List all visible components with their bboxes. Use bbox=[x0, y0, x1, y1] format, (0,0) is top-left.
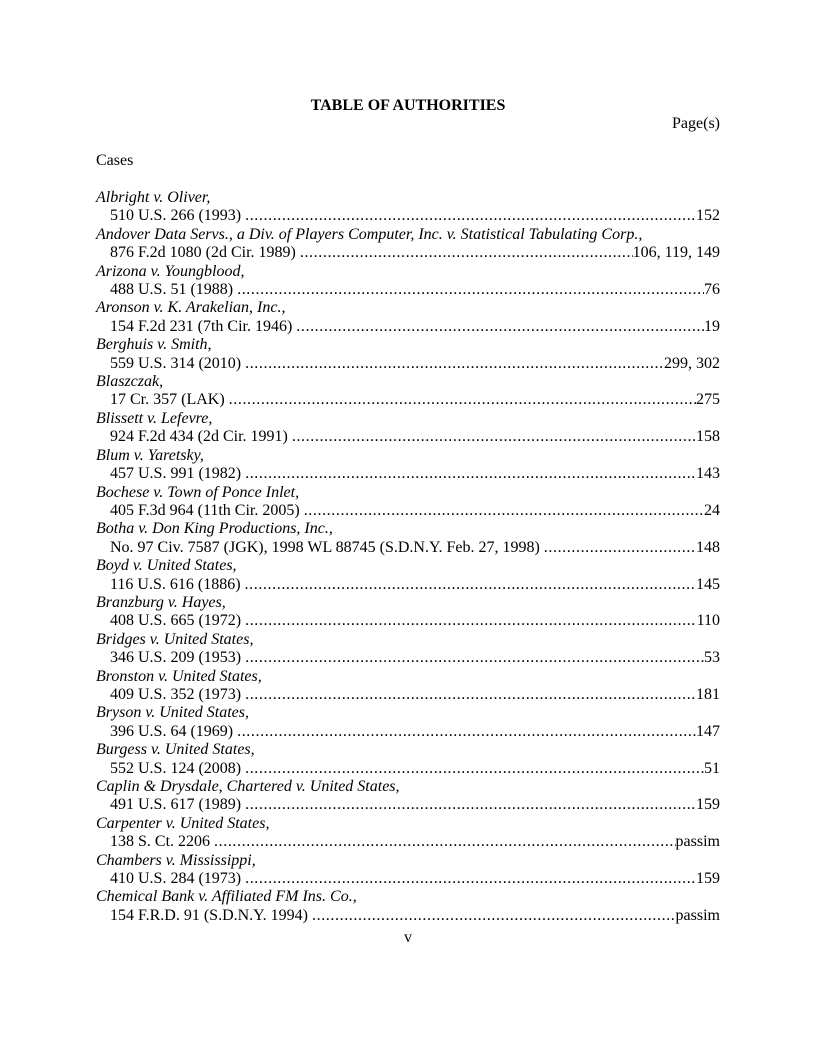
table-of-authorities-entry bbox=[96, 852, 720, 889]
dot-leader bbox=[241, 207, 696, 225]
case-citation: 457 U.S. 991 (1982) bbox=[110, 465, 242, 483]
dot-leader bbox=[540, 539, 696, 557]
case-citation: 491 U.S. 617 (1989) bbox=[110, 796, 242, 814]
case-name: Branzburg v. Hayes, bbox=[96, 593, 226, 611]
page-reference: 275 bbox=[696, 391, 720, 409]
citation-line bbox=[96, 355, 720, 373]
case-name: Aronson v. K. Arakelian, Inc., bbox=[96, 299, 286, 317]
case-citation: 408 U.S. 665 (1972) bbox=[110, 612, 242, 630]
citation-line bbox=[96, 207, 720, 225]
dot-leader bbox=[241, 465, 696, 483]
case-citation: 116 U.S. 616 (1886) bbox=[110, 575, 241, 593]
citation-line bbox=[96, 281, 720, 299]
dot-leader bbox=[210, 833, 676, 851]
table-of-authorities-entry bbox=[96, 336, 720, 373]
citation-line bbox=[96, 723, 720, 741]
page-reference: 51 bbox=[704, 759, 720, 777]
dot-leader bbox=[296, 244, 633, 262]
table-of-authorities-entry bbox=[96, 741, 720, 778]
table-of-authorities-entry bbox=[96, 668, 720, 705]
case-citation: No. 97 Civ. 7587 (JGK), 1998 WL 88745 (S.D.N.Y. Feb. 27, 1998) bbox=[110, 538, 540, 556]
case-citation: 552 U.S. 124 (2008) bbox=[110, 759, 242, 777]
table-of-authorities-entry bbox=[96, 631, 720, 668]
page-reference: passim bbox=[675, 833, 720, 851]
case-citation: 154 F.2d 231 (7th Cir. 1946) bbox=[110, 317, 293, 335]
page-reference: 53 bbox=[704, 649, 720, 667]
table-of-authorities-entry bbox=[96, 520, 720, 557]
citation-line bbox=[96, 576, 720, 594]
page-reference: 148 bbox=[696, 538, 720, 556]
page-title: TABLE OF AUTHORITIES bbox=[310, 97, 506, 114]
dot-leader bbox=[241, 649, 704, 667]
dot-leader bbox=[241, 870, 696, 888]
page-reference: 152 bbox=[696, 207, 720, 225]
table-of-authorities-entry bbox=[96, 263, 720, 300]
table-of-authorities-entry bbox=[96, 484, 720, 521]
case-name: Bronston v. United States, bbox=[96, 667, 262, 685]
dot-leader bbox=[241, 686, 696, 704]
citation-line bbox=[96, 649, 720, 667]
citation-line bbox=[96, 907, 720, 925]
citation-line bbox=[96, 539, 720, 557]
table-of-authorities-entry bbox=[96, 778, 720, 815]
page-reference: 147 bbox=[696, 722, 720, 740]
page-reference: 158 bbox=[696, 428, 720, 446]
case-name: Andover Data Servs., a Div. of Players Computer, Inc. v. Statistical Tabulating Corp., bbox=[96, 225, 643, 243]
case-citation: 510 U.S. 266 (1993) bbox=[110, 207, 242, 225]
table-of-authorities-entry bbox=[96, 557, 720, 594]
case-citation: 409 U.S. 352 (1973) bbox=[110, 685, 242, 703]
page-reference: 143 bbox=[696, 465, 720, 483]
citation-line bbox=[96, 796, 720, 814]
page-reference: 110 bbox=[696, 612, 720, 630]
citation-line bbox=[96, 502, 720, 520]
case-name: Blaszczak, bbox=[96, 373, 164, 391]
page-reference: passim bbox=[675, 906, 720, 924]
dot-leader bbox=[225, 391, 696, 409]
case-name: Chemical Bank v. Affiliated FM Ins. Co., bbox=[96, 888, 357, 906]
table-of-authorities-entry bbox=[96, 815, 720, 852]
citation-line bbox=[96, 870, 720, 888]
case-citation: 346 U.S. 209 (1953) bbox=[110, 649, 242, 667]
citation-line bbox=[96, 428, 720, 446]
case-name: Burgess v. United States, bbox=[96, 741, 255, 759]
case-name: Bochese v. Town of Ponce Inlet, bbox=[96, 483, 300, 501]
dot-leader bbox=[300, 502, 704, 520]
page-reference: 76 bbox=[704, 281, 720, 299]
dot-leader bbox=[292, 318, 704, 336]
table-of-authorities-entry bbox=[96, 189, 720, 226]
page-reference: 181 bbox=[696, 685, 720, 703]
case-list bbox=[96, 189, 720, 925]
page-reference: 145 bbox=[696, 575, 720, 593]
case-name: Caplin & Drysdale, Chartered v. United States, bbox=[96, 778, 400, 795]
case-name: Blissett v. Lefevre, bbox=[96, 409, 213, 427]
footer-page-number: v bbox=[404, 929, 412, 946]
dot-leader bbox=[308, 907, 676, 925]
page-reference: 19 bbox=[704, 317, 720, 335]
page-reference: 24 bbox=[704, 501, 720, 519]
table-of-authorities-entry bbox=[96, 704, 720, 741]
citation-line bbox=[96, 760, 720, 778]
page-reference: 299, 302 bbox=[664, 354, 720, 372]
case-name: Botha v. Don King Productions, Inc., bbox=[96, 520, 333, 538]
page-reference: 159 bbox=[696, 870, 720, 888]
citation-line bbox=[96, 686, 720, 704]
dot-leader bbox=[288, 428, 696, 446]
case-citation: 410 U.S. 284 (1973) bbox=[110, 870, 242, 888]
case-name: Carpenter v. United States, bbox=[96, 814, 270, 832]
case-citation: 138 S. Ct. 2206 bbox=[110, 833, 211, 851]
case-citation: 559 U.S. 314 (2010) bbox=[110, 354, 242, 372]
table-of-authorities-entry bbox=[96, 226, 720, 263]
dot-leader bbox=[241, 355, 664, 373]
dot-leader bbox=[241, 612, 696, 630]
case-citation: 924 F.2d 434 (2d Cir. 1991) bbox=[110, 428, 288, 446]
case-name: Arizona v. Youngblood, bbox=[96, 262, 245, 280]
table-of-authorities-entry bbox=[96, 594, 720, 631]
case-citation: 17 Cr. 357 (LAK) bbox=[110, 391, 225, 409]
section-heading-cases: Cases bbox=[96, 152, 134, 170]
case-name: Albright v. Oliver, bbox=[96, 189, 211, 206]
case-citation: 876 F.2d 1080 (2d Cir. 1989) bbox=[110, 244, 296, 262]
pages-column-header: Page(s) bbox=[672, 115, 720, 133]
dot-leader bbox=[241, 576, 696, 594]
case-name: Boyd v. United States, bbox=[96, 557, 237, 575]
table-of-authorities-entry bbox=[96, 447, 720, 484]
case-citation: 396 U.S. 64 (1969) bbox=[110, 722, 234, 740]
case-name: Chambers v. Mississippi, bbox=[96, 851, 256, 869]
dot-leader bbox=[241, 760, 704, 778]
table-of-authorities-entry bbox=[96, 299, 720, 336]
dot-leader bbox=[233, 723, 696, 741]
citation-line bbox=[96, 391, 720, 409]
case-citation: 405 F.3d 964 (11th Cir. 2005) bbox=[110, 501, 300, 519]
citation-line bbox=[96, 244, 720, 262]
dot-leader bbox=[241, 796, 696, 814]
citation-line bbox=[96, 318, 720, 336]
citation-line bbox=[96, 612, 720, 630]
case-name: Bridges v. United States, bbox=[96, 630, 254, 648]
case-name: Berghuis v. Smith, bbox=[96, 336, 212, 354]
case-citation: 154 F.R.D. 91 (S.D.N.Y. 1994) bbox=[110, 906, 308, 924]
case-name: Blum v. Yaretsky, bbox=[96, 446, 204, 464]
citation-line bbox=[96, 833, 720, 851]
page-reference: 106, 119, 149 bbox=[632, 244, 720, 262]
citation-line bbox=[96, 465, 720, 483]
table-of-authorities-entry bbox=[96, 888, 720, 925]
case-name: Bryson v. United States, bbox=[96, 704, 250, 722]
case-citation: 488 U.S. 51 (1988) bbox=[110, 281, 234, 299]
table-of-authorities-entry bbox=[96, 373, 720, 410]
dot-leader bbox=[233, 281, 704, 299]
table-of-authorities-entry bbox=[96, 410, 720, 447]
page-reference: 159 bbox=[696, 796, 720, 814]
